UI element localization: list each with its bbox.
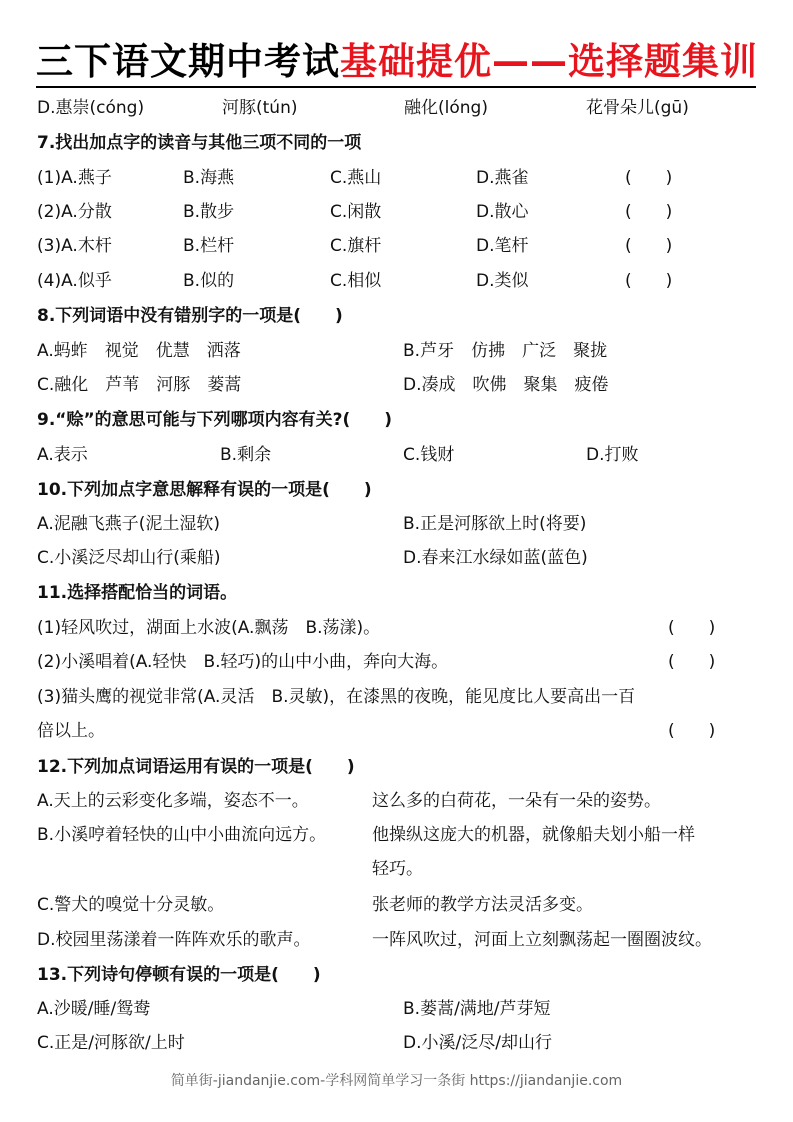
q7-row2-c: C.闲散 [330, 202, 382, 222]
q10-stem: 10.下列加点字意思解释有误的一项是( ) [37, 480, 372, 500]
q11-item2-answer[interactable]: ( ) [668, 652, 716, 672]
q6-option-d1: D.惠崇(cóng) [37, 98, 145, 118]
q9-option-d: D.打败 [586, 445, 639, 465]
q12-option-d-left: D.校园里荡漾着一阵阵欢乐的歌声。 [37, 930, 311, 950]
page-title [36, 38, 756, 88]
q10-option-c: C.小溪泛尽却山行(乘船) [37, 548, 221, 568]
q8-option-d: D.凑成 吹佛 聚集 疲倦 [403, 375, 609, 395]
q7-row3-b: B.栏杆 [183, 236, 235, 256]
q11-stem: 11.选择搭配恰当的词语。 [37, 583, 238, 603]
page-footer: 简单街-jiandanjie.com-学科网简单学习一条街 https://jiandanjie.com [170, 1073, 623, 1089]
q9-option-a: A.表示 [37, 445, 88, 465]
q12-option-b-right-cont: 轻巧。 [372, 859, 423, 879]
q7-row2-answer[interactable]: ( ) [625, 202, 673, 222]
q12-option-a-left: A.天上的云彩变化多端，姿态不一。 [37, 791, 309, 811]
q12-option-b-right: 他操纵这庞大的机器，就像船夫划小船一样 [372, 825, 695, 845]
q12-option-c-right: 张老师的教学方法灵活多变。 [372, 895, 593, 915]
q13-option-c: C.正是/河豚欲/上时 [37, 1033, 185, 1053]
q7-row4-a: (4)A.似乎 [37, 271, 112, 291]
q6-option-d3: 融化(lóng) [404, 98, 488, 118]
q13-stem: 13.下列诗句停顿有误的一项是( ) [37, 965, 321, 985]
q11-item1-answer[interactable]: ( ) [668, 618, 716, 638]
q7-row1-answer[interactable]: ( ) [625, 168, 673, 188]
q11-item3: (3)猫头鹰的视觉非常(A.灵活 B.灵敏)，在漆黑的夜晚，能见度比人要高出一百 [37, 687, 636, 707]
q6-option-d2: 河豚(tún) [222, 98, 298, 118]
q7-row1-b: B.海燕 [183, 168, 235, 188]
q10-option-d: D.春来江水绿如蓝(蓝色) [403, 548, 588, 568]
q11-item1: (1)轻风吹过，湖面上水波(A.飘荡 B.荡漾)。 [37, 618, 381, 638]
q13-option-a: A.沙暖/睡/鸳鸯 [37, 999, 151, 1019]
q12-option-a-right: 这么多的白荷花，一朵有一朵的姿势。 [372, 791, 661, 811]
q9-option-b: B.剩余 [220, 445, 272, 465]
q10-option-a: A.泥融飞燕子(泥土湿软) [37, 514, 220, 534]
q12-option-b-left: B.小溪哼着轻快的山中小曲流向远方。 [37, 825, 327, 845]
q7-stem: 7.找出加点字的读音与其他三项不同的一项 [37, 133, 362, 153]
q12-stem: 12.下列加点词语运用有误的一项是( ) [37, 757, 355, 777]
q11-item3-cont: 倍以上。 [37, 721, 105, 741]
q7-row1-d: D.燕雀 [476, 168, 529, 188]
q11-item3-answer[interactable]: ( ) [668, 721, 716, 741]
q7-row3-a: (3)A.木杆 [37, 236, 112, 256]
q7-row2-a: (2)A.分散 [37, 202, 112, 222]
q7-row4-d: D.类似 [476, 271, 529, 291]
q8-stem: 8.下列词语中没有错别字的一项是( ) [37, 306, 343, 326]
q7-row2-b: B.散步 [183, 202, 235, 222]
q12-option-c-left: C.警犬的嗅觉十分灵敏。 [37, 895, 225, 915]
q12-option-d-right: 一阵风吹过，河面上立刻飘荡起一圈圈波纹。 [372, 930, 712, 950]
q7-row4-answer[interactable]: ( ) [625, 271, 673, 291]
q7-row3-c: C.旗杆 [330, 236, 382, 256]
q7-row4-b: B.似的 [183, 271, 235, 291]
q10-option-b: B.正是河豚欲上时(将要) [403, 514, 587, 534]
q8-option-b: B.芦牙 仿拂 广泛 聚拢 [403, 341, 608, 361]
q7-row1-c: C.燕山 [330, 168, 382, 188]
q13-option-d: D.小溪/泛尽/却山行 [403, 1033, 552, 1053]
title-black: 三下语文期中考试 [36, 40, 340, 83]
q6-option-d4: 花骨朵儿(gū) [586, 98, 689, 118]
q7-row1-a: (1)A.燕子 [37, 168, 112, 188]
q9-option-c: C.钱财 [403, 445, 455, 465]
q8-option-a: A.蚂蚱 视觉 优慧 洒落 [37, 341, 241, 361]
title-red: 基础提优——选择题集训 [340, 40, 758, 83]
q9-stem: 9.“赊”的意思可能与下列哪项内容有关?( ) [37, 410, 393, 430]
q7-row3-answer[interactable]: ( ) [625, 236, 673, 256]
q7-row2-d: D.散心 [476, 202, 529, 222]
q13-option-b: B.蒌蒿/满地/芦芽短 [403, 999, 551, 1019]
q8-option-c: C.融化 芦苇 河豚 蒌蒿 [37, 375, 242, 395]
q7-row4-c: C.相似 [330, 271, 382, 291]
q11-item2: (2)小溪唱着(A.轻快 B.轻巧)的山中小曲，奔向大海。 [37, 652, 449, 672]
q7-row3-d: D.笔杆 [476, 236, 529, 256]
